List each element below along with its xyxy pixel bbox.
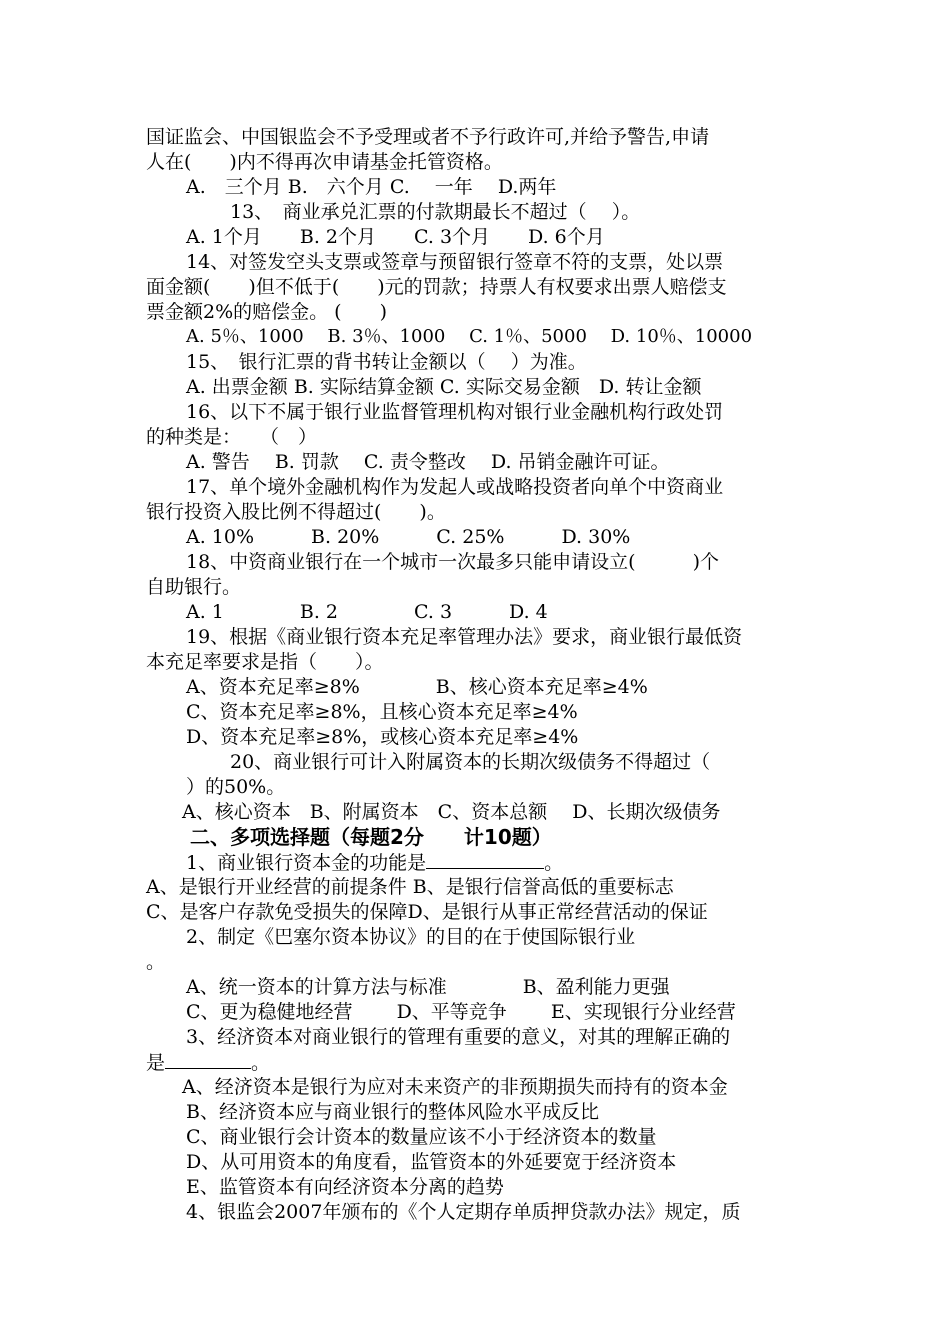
question-19: 19、根据《商业银行资本充足率管理办法》要求，商业银行最低资: [186, 626, 743, 648]
text-line: 国证监会、中国银监会不予受理或者不予行政许可,并给予警告,申请: [146, 126, 710, 148]
section-heading: 二、多项选择题（每题2分 计10题）: [190, 825, 552, 849]
option-line: A、资本充足率≥8% B、核心资本充足率≥4%: [186, 676, 648, 698]
option-line: E、监管资本有向经济资本分离的趋势: [186, 1176, 504, 1198]
text-line: 面金额( )但不低于( )元的罚款；持票人有权要求出票人赔偿支: [146, 276, 727, 298]
option-line: A. 1 B. 2 C. 3 D. 4: [186, 601, 548, 623]
question-17: 17、单个境外金融机构作为发起人或战略投资者向单个中资商业: [186, 476, 724, 498]
question-text: 1、商业银行资本金的功能是: [186, 852, 427, 874]
option-line: B、经济资本应与商业银行的整体风险水平成反比: [186, 1101, 599, 1123]
option-line: D、从可用资本的角度看，监管资本的外延要宽于经济资本: [186, 1151, 677, 1173]
text-line: 人在( )内不得再次申请基金托管资格。: [146, 151, 503, 173]
end-mark: 。: [544, 852, 564, 874]
text-line: [146, 1050, 270, 1075]
text-line: 。: [146, 951, 166, 973]
option-line: A. 5％、1000 B. 3％、1000 C. 1％、5000 D. 10％、10000: [186, 326, 753, 347]
answer-blank: [426, 850, 544, 869]
option-line: C、资本充足率≥8%，且核心资本充足率≥4%: [186, 701, 578, 723]
text-line: 银行投资入股比例不得超过( )。: [146, 501, 446, 523]
option-line: A. 三个月 B. 六个月 C. 一年 D.两年: [186, 176, 557, 198]
answer-blank: [165, 1050, 251, 1069]
question-15: 15、 银行汇票的背书转让金额以（ ）为准。: [186, 351, 587, 373]
option-line: A、核心资本 B、附属资本 C、资本总额 D、长期次级债务: [182, 801, 721, 823]
question-14: 14、对签发空头支票或签章与预留银行签章不符的支票，处以票: [186, 251, 724, 273]
multi-question-4: 4、银监会2007年颁布的《个人定期存单质押贷款办法》规定，质: [186, 1201, 741, 1223]
option-line: C、商业银行会计资本的数量应该不小于经济资本的数量: [186, 1126, 657, 1148]
option-line: A、经济资本是银行为应对未来资产的非预期损失而持有的资本金: [182, 1076, 728, 1098]
option-line: D、资本充足率≥8%，或核心资本充足率≥4%: [186, 726, 579, 748]
question-18: 18、中资商业银行在一个城市一次最多只能申请设立( )个: [186, 551, 720, 573]
option-line: A、统一资本的计算方法与标准 B、盈利能力更强: [186, 976, 670, 998]
option-line: C、更为稳健地经营 D、平等竞争 E、实现银行分业经营: [186, 1001, 736, 1023]
text-line: 票金额2%的赔偿金。 ( ): [146, 301, 388, 323]
option-line: A. 10% B. 20% C. 25% D. 30%: [186, 526, 631, 548]
question-20: 20、商业银行可计入附属资本的长期次级债务不得超过（: [230, 751, 711, 773]
text-line: 本充足率要求是指（ ）。: [146, 651, 384, 673]
text-line: 的种类是： （ ）: [146, 426, 318, 448]
text-line: ）的50%。: [186, 776, 286, 798]
multi-question-1: [186, 850, 563, 875]
option-line: A. 出票金额 B. 实际结算金额 C. 实际交易金额 D. 转让金额: [186, 376, 702, 398]
end-mark: 。: [251, 1052, 271, 1074]
option-line: A. 1个月 B. 2个月 C. 3个月 D. 6个月: [186, 226, 605, 248]
option-line: A、是银行开业经营的前提条件 B、是银行信誉高低的重要标志: [146, 876, 674, 898]
question-text: 是: [146, 1052, 166, 1074]
text-line: 自助银行。: [146, 576, 242, 598]
option-line: C、是客户存款免受损失的保障D、是银行从事正常经营活动的保证: [146, 901, 708, 923]
question-16: 16、以下不属于银行业监督管理机构对银行业金融机构行政处罚: [186, 401, 724, 423]
multi-question-2: 2、制定《巴塞尔资本协议》的目的在于使国际银行业: [186, 926, 636, 948]
multi-question-3: 3、经济资本对商业银行的管理有重要的意义，对其的理解正确的: [186, 1026, 731, 1048]
option-line: A. 警告 B. 罚款 C. 责令整改 D. 吊销金融许可证。: [186, 451, 670, 473]
question-13: 13、 商业承兑汇票的付款期最长不超过（ ）。: [230, 201, 641, 223]
